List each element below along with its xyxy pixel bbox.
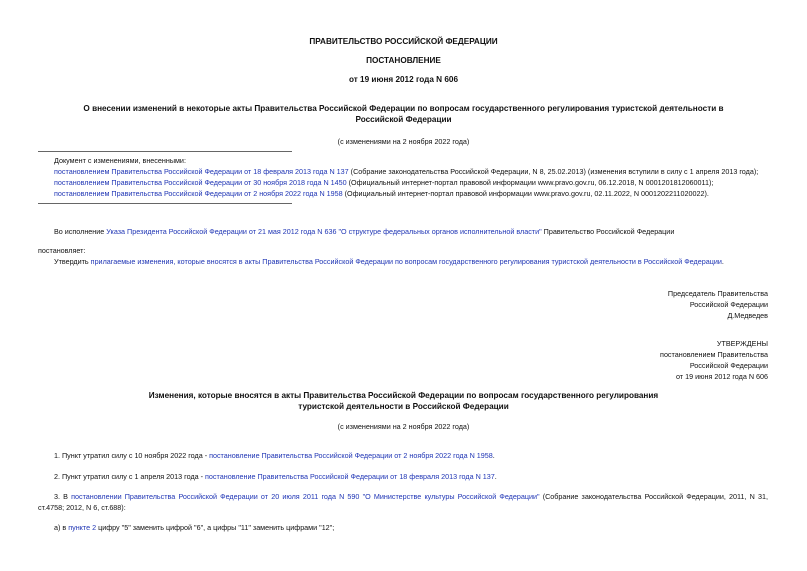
item-paragraph-2 <box>54 472 497 481</box>
item-text: цифру "5" заменить цифрой "6", а цифры "11" заменить цифрами "12"; <box>96 523 335 532</box>
annex-revision-note: (с изменениями на 2 ноября 2022 года) <box>337 422 470 431</box>
attached-changes-link[interactable]: прилагаемые изменения, которые вносятся в акты Правительства Российской Федерации по вопросам государственного регулирования туристской деятельности в Российской Федерации <box>90 257 722 266</box>
item-subparagraph-a <box>54 523 334 532</box>
item-text: 1. Пункт утратил силу с 10 ноября 2022 года - <box>54 451 210 460</box>
presidential-decree-link[interactable]: Указа Президента Российской Федерации от 21 мая 2012 года N 636 "О структуре федеральных органов исполнительной власти" <box>106 227 542 236</box>
item-text: (Собрание законодательства Российской Федерации, 2011, N 31, <box>539 492 768 501</box>
annex-title-line1: Изменения, которые вносятся в акты Правительства Российской Федерации по вопросам государственного регулирования <box>148 391 659 400</box>
document-title-line1: О внесении изменений в некоторые акты Правительства Российской Федерации по вопросам государственного регулирования туристской деятельности в <box>83 104 724 113</box>
item-2-link[interactable]: постановление Правительства Российской Федерации от 18 февраля 2013 года N 137 <box>205 472 495 481</box>
changes-item <box>54 189 709 198</box>
point-2-link[interactable]: пункте 2 <box>68 523 97 532</box>
preamble-text: Правительство Российской Федерации <box>541 227 675 236</box>
changes-bottom-rule <box>38 203 292 204</box>
amendment-link-1450[interactable]: постановлением Правительства Российской Федерации от 30 ноября 2018 года N 1450 <box>54 178 347 187</box>
document-date-number: от 19 июня 2012 года N 606 <box>348 75 459 84</box>
preamble-text: Во исполнение <box>54 227 107 236</box>
signature-name: Д.Медведев <box>727 311 768 320</box>
item-text: 3. В <box>54 492 72 501</box>
revision-note: (с изменениями на 2 ноября 2022 года) <box>337 137 470 146</box>
changes-top-rule <box>38 151 292 152</box>
approved-stamp: УТВЕРЖДЕНЫ <box>716 339 768 348</box>
item-1-link[interactable]: постановление Правительства Российской Федерации от 2 ноября 2022 года N 1958 <box>209 451 493 460</box>
approve-text: . <box>721 257 724 266</box>
changes-item-text: (Официальный интернет-портал правовой информации www.pravo.gov.ru, 02.11.2022, N 0001202211020022). <box>342 189 709 198</box>
signature-position: Председатель Правительства <box>667 289 768 298</box>
document-title-line2: Российской Федерации <box>355 115 452 124</box>
changes-intro: Документ с изменениями, внесенными: <box>54 156 186 165</box>
document-type: ПОСТАНОВЛЕНИЕ <box>366 56 441 65</box>
item-text: 2. Пункт утратил силу с 1 апреля 2013 года - <box>54 472 206 481</box>
approved-stamp: постановлением Правительства <box>660 350 768 359</box>
government-heading: ПРАВИТЕЛЬСТВО РОССИЙСКОЙ ФЕДЕРАЦИИ <box>309 37 498 46</box>
changes-item-text: (Официальный интернет-портал правовой информации www.pravo.gov.ru, 06.12.2018, N 0001201812060011); <box>346 178 714 187</box>
item-text: . <box>492 451 495 460</box>
item-paragraph-3 <box>54 492 768 501</box>
approved-stamp: Российской Федерации <box>689 361 768 370</box>
amendment-link-1958[interactable]: постановлением Правительства Российской Федерации от 2 ноября 2022 года N 1958 <box>54 189 343 198</box>
item-paragraph-1 <box>54 451 495 460</box>
preamble <box>54 227 674 236</box>
amendment-link-137[interactable]: постановлением Правительства Российской Федерации от 18 февраля 2013 года N 137 <box>54 167 349 176</box>
item-text: а) в <box>54 523 69 532</box>
item-3-link[interactable]: постановлении Правительства Российской Федерации от 20 июля 2011 года N 590 "О Министерстве культуры Российской Федерации" <box>71 492 540 501</box>
decides-text: постановляет: <box>38 246 86 255</box>
item-paragraph-3-continuation: ст.4758; 2012, N 6, ст.688): <box>38 503 126 512</box>
signature-position: Российской Федерации <box>689 300 768 309</box>
approve-text: Утвердить <box>54 257 91 266</box>
changes-item <box>54 178 713 187</box>
changes-item-text: (Собрание законодательства Российской Федерации, N 8, 25.02.2013) (изменения вступили в силу с 1 апреля 2013 года); <box>348 167 759 176</box>
changes-item <box>54 167 758 176</box>
approve-paragraph <box>54 257 724 266</box>
annex-title-line2: туристской деятельности в Российской Федерации <box>298 402 509 411</box>
item-text: . <box>494 472 497 481</box>
approved-stamp: от 19 июня 2012 года N 606 <box>675 372 768 381</box>
